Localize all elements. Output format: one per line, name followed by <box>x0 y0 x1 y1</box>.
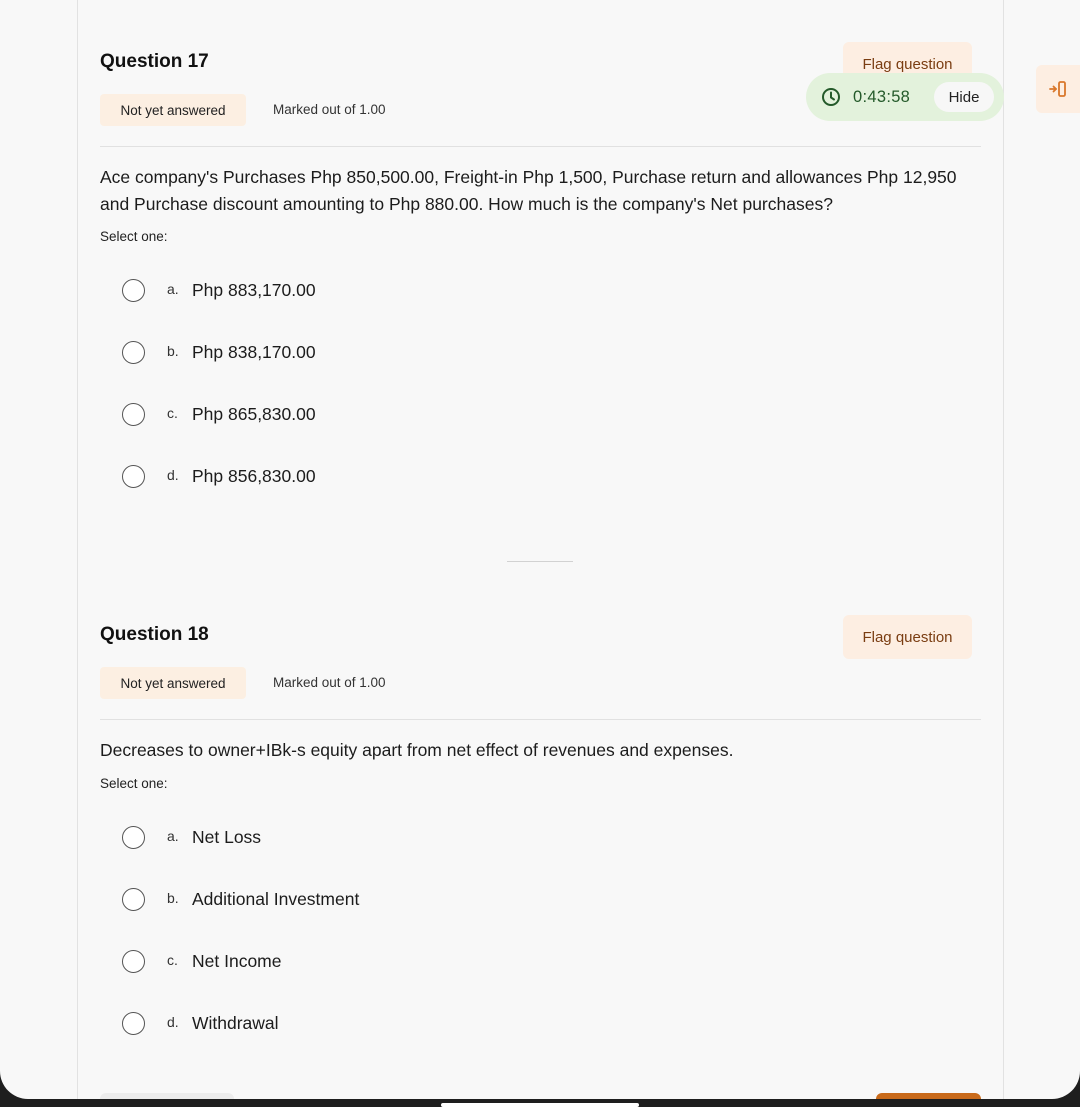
radio-button[interactable] <box>122 279 145 302</box>
clock-icon <box>821 87 841 107</box>
option-text[interactable]: Net Income <box>192 950 282 971</box>
question-title: Question 17 <box>100 51 209 72</box>
answer-options <box>122 259 622 507</box>
drawer-toggle-icon <box>1048 79 1068 99</box>
divider <box>100 719 981 720</box>
home-indicator <box>441 1103 639 1107</box>
option-text[interactable]: Net Loss <box>192 826 262 847</box>
answer-options <box>122 806 622 1054</box>
option-letter: d. <box>167 1013 179 1030</box>
option-text[interactable]: Additional Investment <box>192 888 360 909</box>
option-letter: b. <box>167 342 179 359</box>
previous-page-button[interactable] <box>100 1093 234 1099</box>
marked-out-of: Marked out of 1.00 <box>273 102 386 117</box>
flag-question-button[interactable]: Flag question <box>843 42 972 86</box>
status-badge: Not yet answered <box>100 667 246 699</box>
quiz-timer <box>806 73 1004 121</box>
select-one-label: Select one: <box>100 776 168 791</box>
option-a[interactable] <box>122 259 622 321</box>
option-letter: a. <box>167 827 179 844</box>
option-b[interactable] <box>122 321 622 383</box>
open-drawer-button[interactable] <box>1036 65 1080 113</box>
timer-value: 0:43:58 <box>853 87 911 106</box>
flag-question-button[interactable]: Flag question <box>843 615 972 659</box>
option-d[interactable] <box>122 992 622 1054</box>
option-text[interactable]: Php 865,830.00 <box>192 403 316 424</box>
option-a[interactable] <box>122 806 622 868</box>
marked-out-of: Marked out of 1.00 <box>273 675 386 690</box>
option-text[interactable]: Php 856,830.00 <box>192 465 316 486</box>
radio-button[interactable] <box>122 465 145 488</box>
question-text: Ace company's Purchases Php 850,500.00, Freight-in Php 1,500, Purchase return and allowances Php 12,950 and Purchase discount amounting to Php 880.00. How much is the company's Net purchases? <box>100 167 957 214</box>
option-c[interactable] <box>122 383 622 445</box>
radio-button[interactable] <box>122 888 145 911</box>
option-letter: c. <box>167 404 178 421</box>
option-text[interactable]: Php 838,170.00 <box>192 341 316 362</box>
status-badge: Not yet answered <box>100 94 246 126</box>
option-b[interactable] <box>122 868 622 930</box>
select-one-label: Select one: <box>100 229 168 244</box>
hide-timer-button[interactable]: Hide <box>934 82 994 112</box>
radio-button[interactable] <box>122 341 145 364</box>
option-letter: c. <box>167 951 178 968</box>
question-text: Decreases to owner+IBk-s equity apart from net effect of revenues and expenses. <box>100 740 734 760</box>
option-letter: a. <box>167 280 179 297</box>
radio-button[interactable] <box>122 1012 145 1035</box>
radio-button[interactable] <box>122 826 145 849</box>
next-page-button[interactable] <box>876 1093 981 1099</box>
divider <box>100 146 981 147</box>
question-separator <box>507 561 573 562</box>
radio-button[interactable] <box>122 403 145 426</box>
option-letter: b. <box>167 889 179 906</box>
option-text[interactable]: Php 883,170.00 <box>192 279 316 300</box>
option-d[interactable] <box>122 445 622 507</box>
option-c[interactable] <box>122 930 622 992</box>
option-letter: d. <box>167 466 179 483</box>
question-title: Question 18 <box>100 624 209 645</box>
option-text[interactable]: Withdrawal <box>192 1012 279 1033</box>
radio-button[interactable] <box>122 950 145 973</box>
